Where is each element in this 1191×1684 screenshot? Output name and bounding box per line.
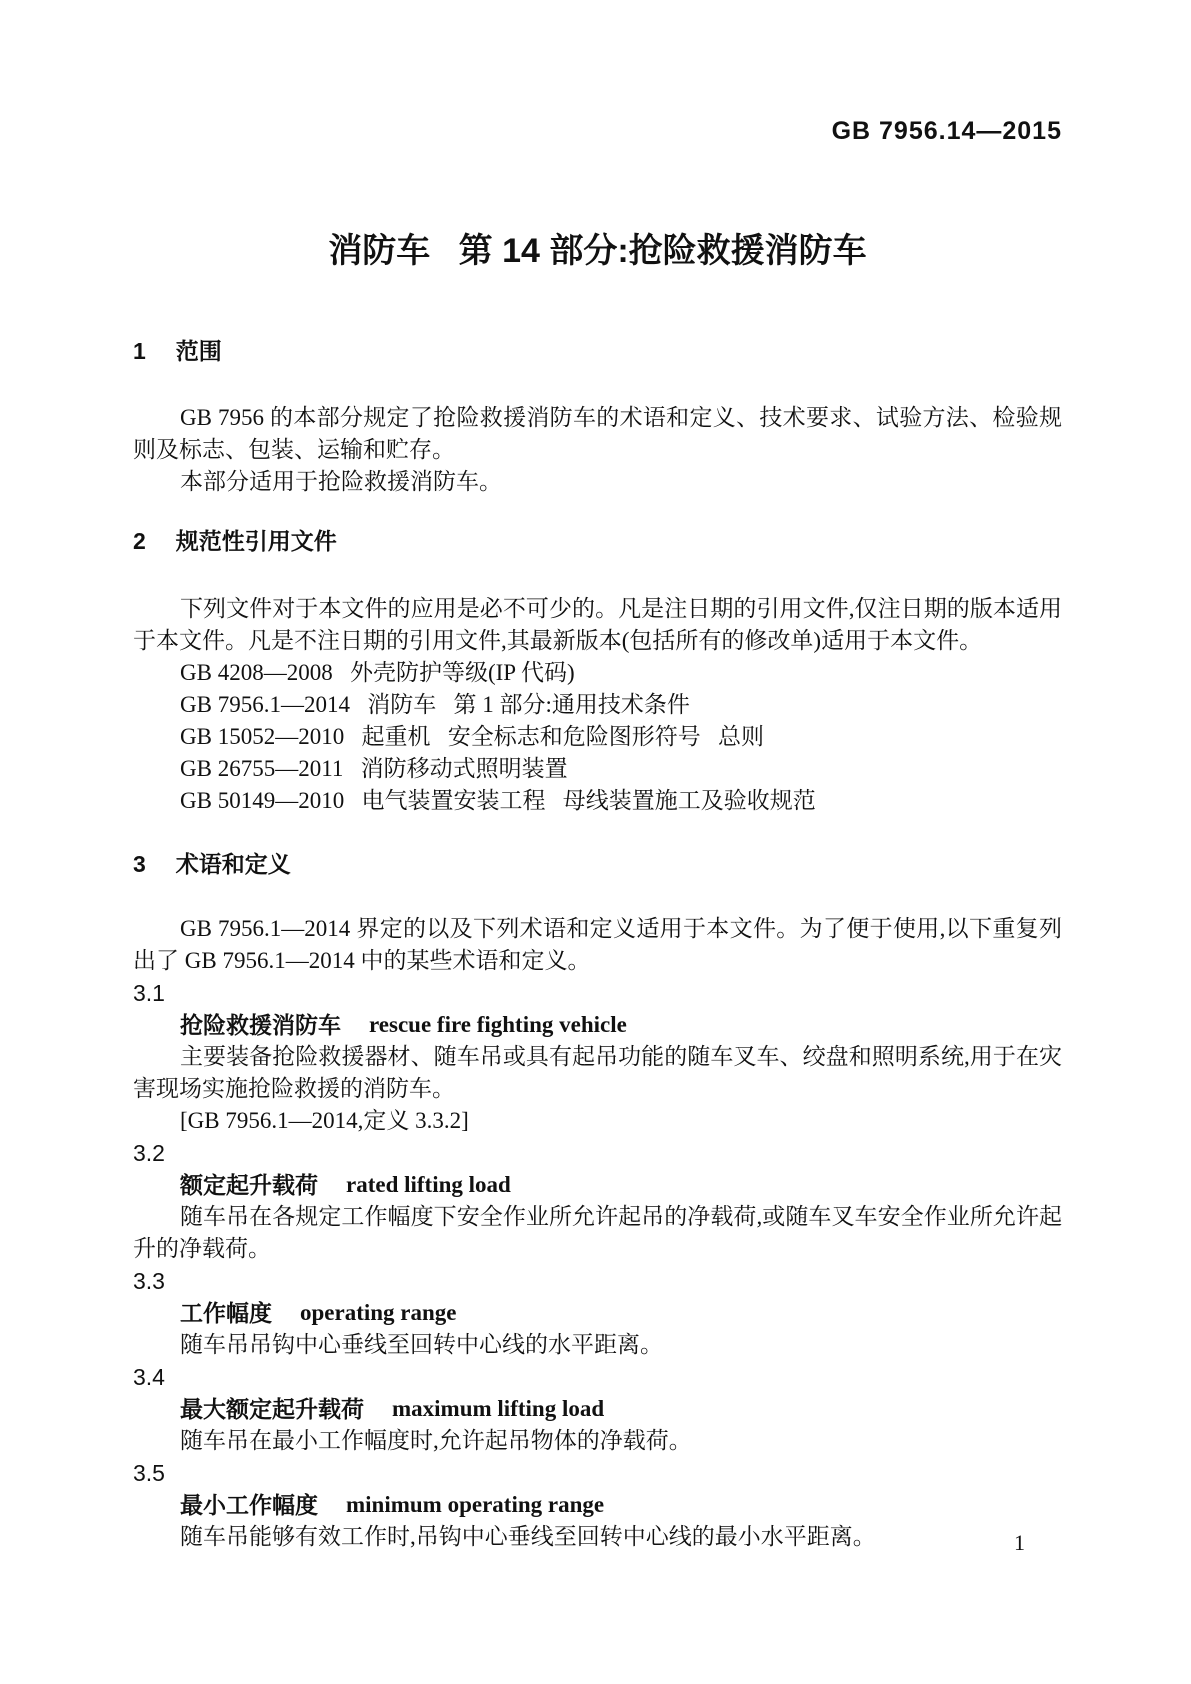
page-title: 消防车 第 14 部分:抢险救援消防车 [328,232,867,270]
term-definition: 随车吊在最小工作幅度时,允许起吊物体的净载荷。 [180,1428,692,1453]
term-source: [GB 7956.1—2014,定义 3.3.2] [180,1108,469,1133]
clause-2-title: 规范性引用文件 [175,528,337,554]
term-heading [133,1297,1062,1329]
term-heading [133,1009,1062,1041]
term-name-zh: 最大额定起升载荷 [180,1396,364,1422]
reference-item: GB 26755—2011 消防移动式照明装置 [180,756,568,781]
standard-code: GB 7956.14—2015 [831,117,1062,145]
term-block-3-4 [133,1361,1062,1457]
clause-3-heading [133,849,1062,879]
clause-1-paragraph-1: GB 7956 的本部分规定了抢险救援消防车的术语和定义、技术要求、试验方法、检验规则及标志、包装、运输和贮存。 [133,405,1062,462]
term-name-zh: 抢险救援消防车 [180,1012,341,1038]
term-block-3-3 [133,1265,1062,1361]
clause-3-number: 3 [133,851,146,877]
clause-1-heading [133,336,1062,366]
term-number: 3.4 [133,1364,165,1390]
term-name-zh: 额定起升载荷 [180,1172,318,1198]
clause-2-heading [133,526,1062,556]
term-block-3-2 [133,1137,1062,1265]
reference-item: GB 4208—2008 外壳防护等级(IP 代码) [180,660,575,685]
term-name-en: maximum lifting load [392,1396,605,1421]
term-block-3-1 [133,977,1062,1137]
term-name-zh: 工作幅度 [180,1300,272,1326]
term-number: 3.5 [133,1460,165,1486]
term-heading [133,1169,1062,1201]
clause-1-paragraph-2: 本部分适用于抢险救援消防车。 [180,469,502,494]
term-number: 3.2 [133,1140,165,1166]
clause-1-title: 范围 [175,338,222,364]
term-block-3-5 [133,1457,1062,1553]
term-name-en: rated lifting load [346,1172,511,1197]
term-definition: 随车吊在各规定工作幅度下安全作业所允许起吊的净载荷,或随车叉车安全作业所允许起升的净载荷。 [133,1204,1062,1261]
term-number: 3.1 [133,980,165,1006]
reference-item: GB 50149—2010 电气装置安装工程 母线装置施工及验收规范 [180,788,816,813]
term-heading [133,1393,1062,1425]
reference-item: GB 7956.1—2014 消防车 第 1 部分:通用技术条件 [180,692,690,717]
clause-3-title: 术语和定义 [175,851,291,877]
term-definition: 随车吊能够有效工作时,吊钩中心垂线至回转中心线的最小水平距离。 [180,1524,876,1549]
term-heading [133,1489,1062,1521]
term-name-zh: 最小工作幅度 [180,1492,318,1518]
reference-item: GB 15052—2010 起重机 安全标志和危险图形符号 总则 [180,724,764,749]
term-definition: 主要装备抢险救援器材、随车吊或具有起吊功能的随车叉车、绞盘和照明系统,用于在灾害现场实施抢险救援的消防车。 [133,1044,1062,1101]
term-name-en: rescue fire fighting vehicle [369,1012,627,1037]
term-definition: 随车吊吊钩中心垂线至回转中心线的水平距离。 [180,1332,663,1357]
term-number: 3.3 [133,1268,165,1294]
clause-3-intro: GB 7956.1—2014 界定的以及下列术语和定义适用于本文件。为了便于使用,以下重复列出了 GB 7956.1—2014 中的某些术语和定义。 [133,916,1062,973]
term-name-en: operating range [300,1300,457,1325]
term-name-en: minimum operating range [346,1492,605,1517]
reference-list [133,657,1062,817]
page-number: 1 [1014,1530,1025,1555]
page-content [133,0,1062,1553]
clause-2-number: 2 [133,528,146,554]
clause-2-intro: 下列文件对于本文件的应用是必不可少的。凡是注日期的引用文件,仅注日期的版本适用于本文件。凡是不注日期的引用文件,其最新版本(包括所有的修改单)适用于本文件。 [133,596,1062,653]
clause-1-number: 1 [133,338,146,364]
